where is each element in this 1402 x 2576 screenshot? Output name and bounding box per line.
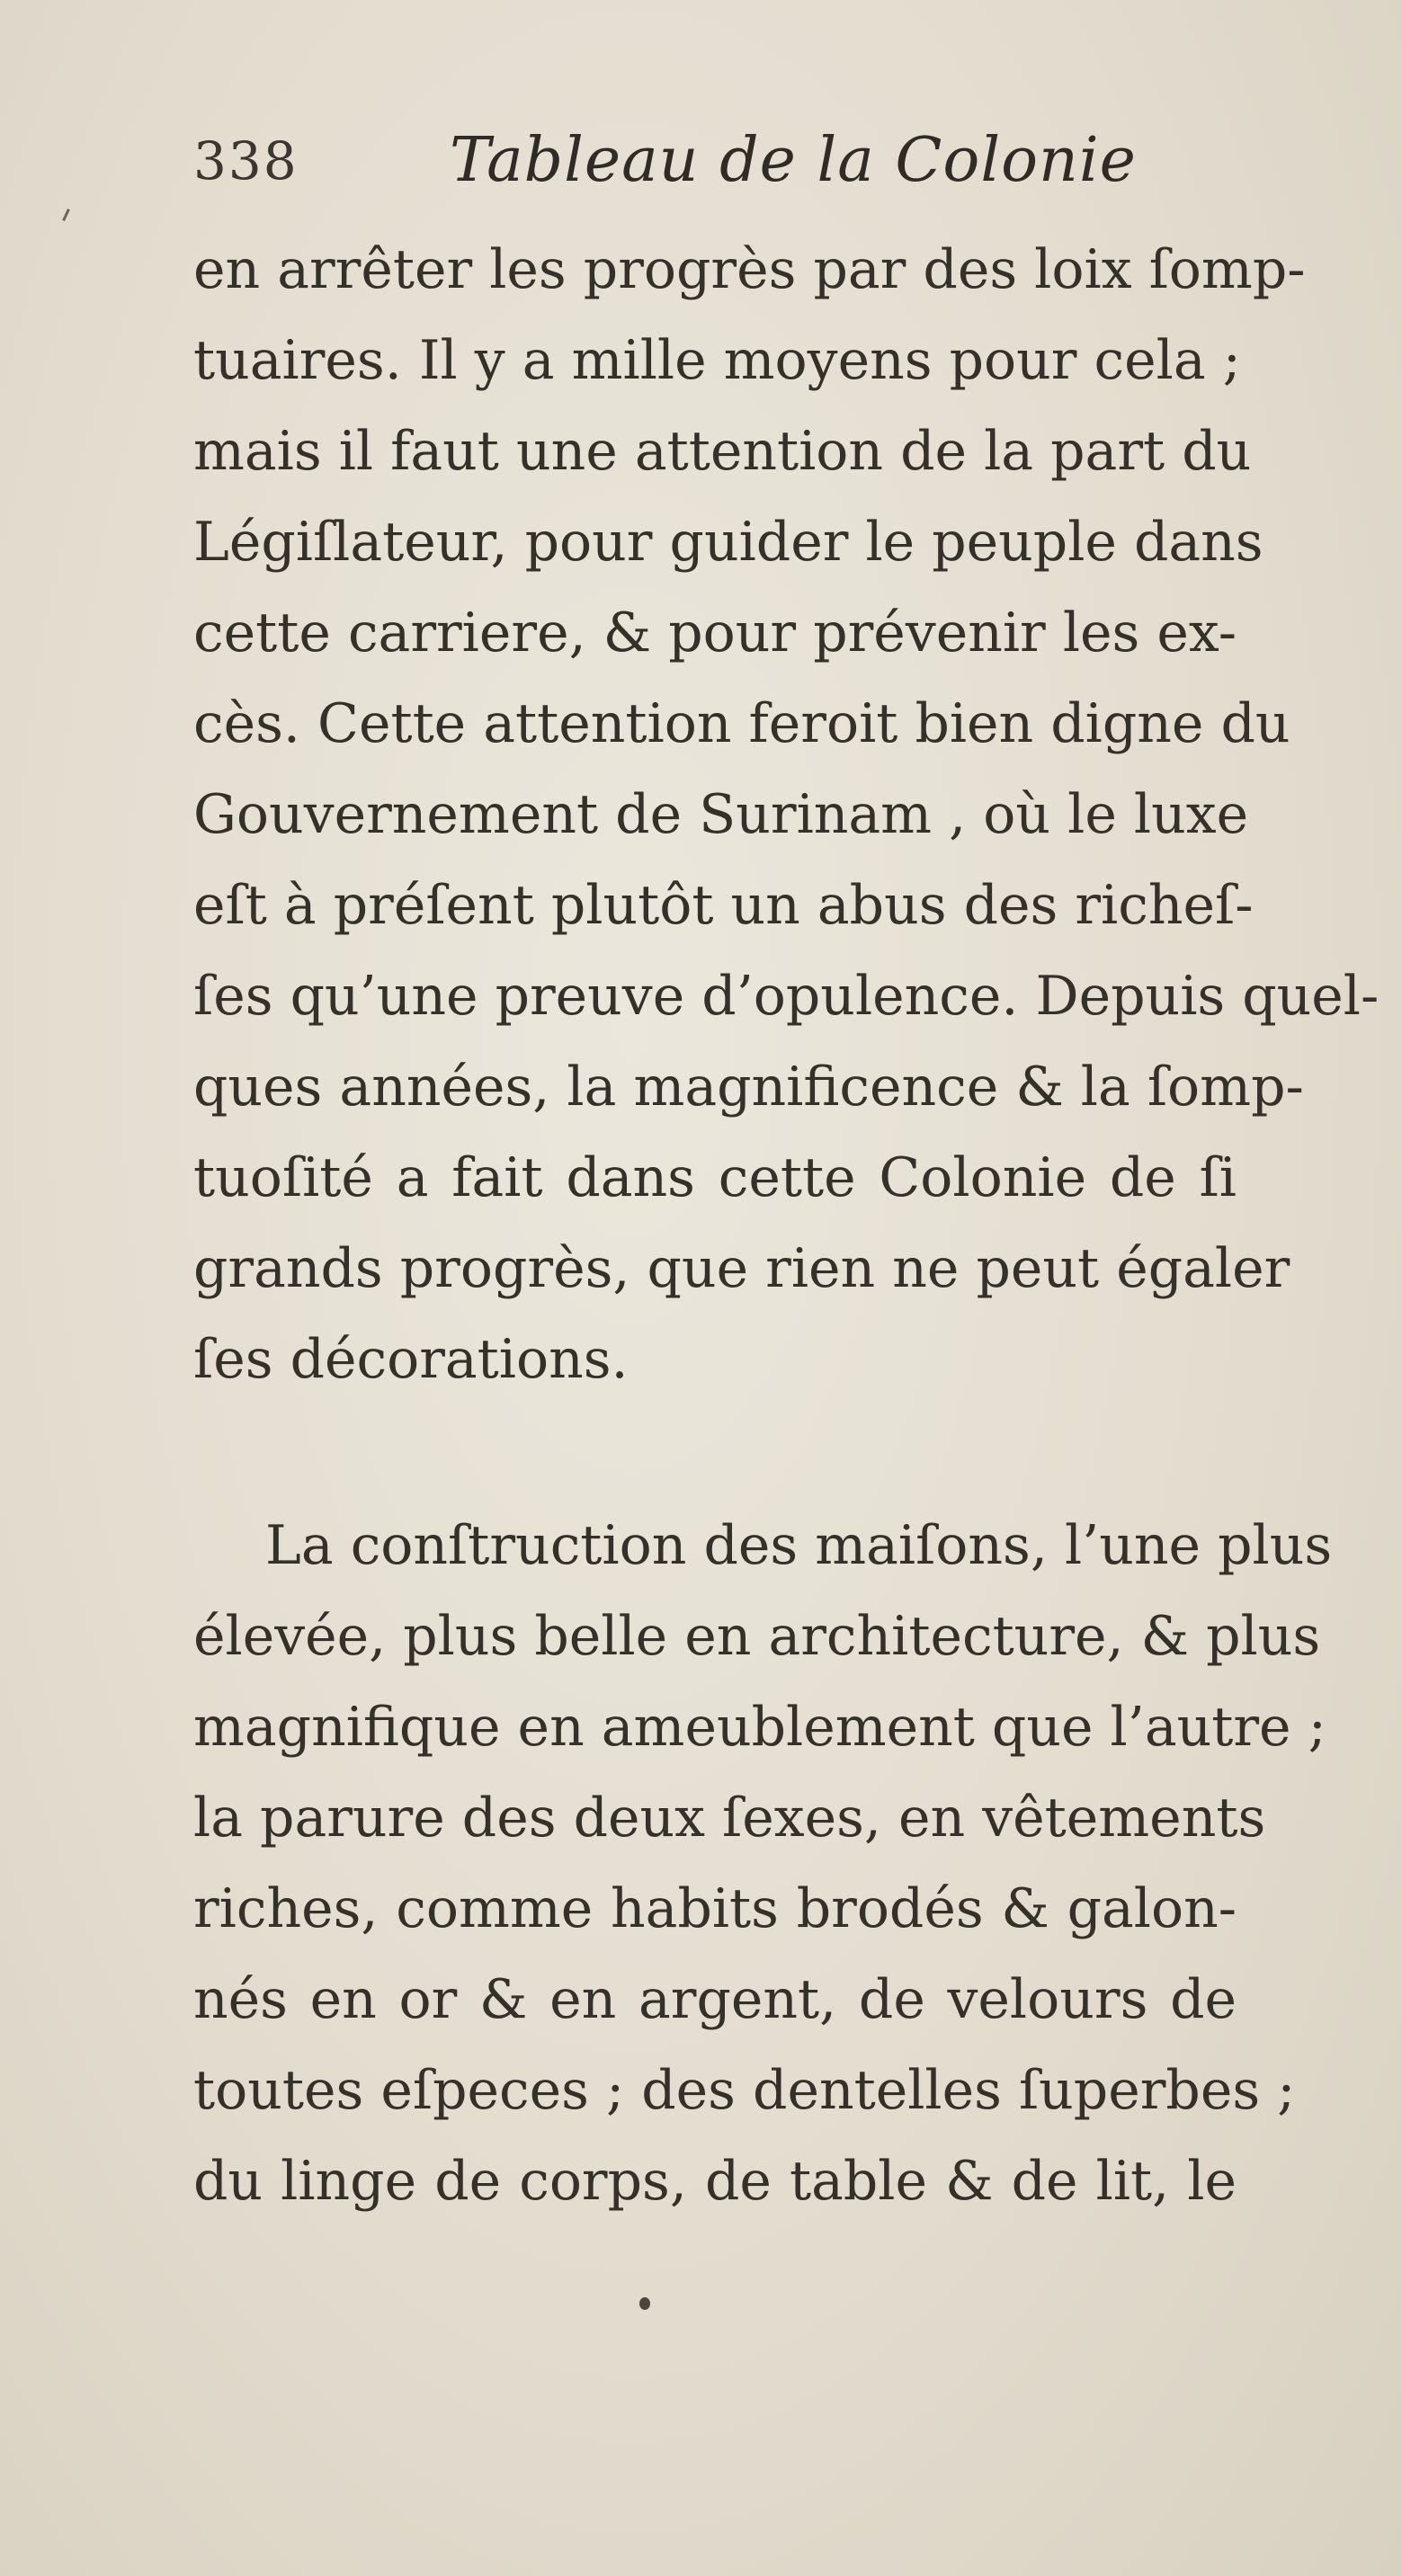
ink-speck [639,2297,650,2310]
text-line: riches, comme habits brodés & galon- [193,1877,1237,1940]
text-line: ſes qu’une preuve d’opulence. Depuis quel- [193,965,1380,1028]
text-line: La conſtruction des maiſons, l’une plus [265,1514,1333,1577]
text-line: tuoſité a fait dans cette Colonie de ſi [193,1146,1237,1209]
running-title: Tableau de la Colonie [450,125,1137,196]
paragraph-1 [193,225,1380,1405]
body-text [193,225,1380,2227]
text-line: ques années, la magnificence & la ſomp- [193,1056,1304,1119]
text-line: en arrêter les progrès par des loix ſomp- [193,238,1306,301]
paragraph-gap [193,1405,1237,1501]
text-line: cès. Cette attention feroit bien digne du [193,692,1290,755]
text-line: toutes eſpeces ; des dentelles ſuperbes ; [193,2059,1296,2122]
text-line: élevée, plus belle en architecture, & plus [193,1605,1321,1668]
text-line: eſt à préſent plutôt un abus des richeſ- [193,874,1254,937]
page-number: 338 [193,130,299,192]
text-line: du linge de corps, de table & de lit, le [193,2150,1237,2213]
text-line: la parure des deux ſexes, en vêtements [193,1787,1266,1850]
paragraph-2 [193,1501,1333,2227]
text-line: tuaires. Il y a mille moyens pour cela ; [193,329,1241,392]
text-line: grands progrès, que rien ne peut égaler [193,1237,1290,1300]
running-head [193,121,1237,211]
text-line: mais il faut une attention de la part du [193,420,1252,483]
paper-blemish [62,209,70,221]
text-line: magnifique en ameublement que l’autre ; [193,1696,1326,1759]
text-line: ſes décorations. [193,1328,629,1391]
text-line: cette carriere, & pour prévenir les ex- [193,602,1237,664]
text-line: Légiſlateur, pour guider le peuple dans [193,511,1264,574]
text-line: nés en or & en argent, de velours de [193,1968,1237,2031]
text-line: Gouvernement de Surinam , où le luxe [193,783,1249,846]
